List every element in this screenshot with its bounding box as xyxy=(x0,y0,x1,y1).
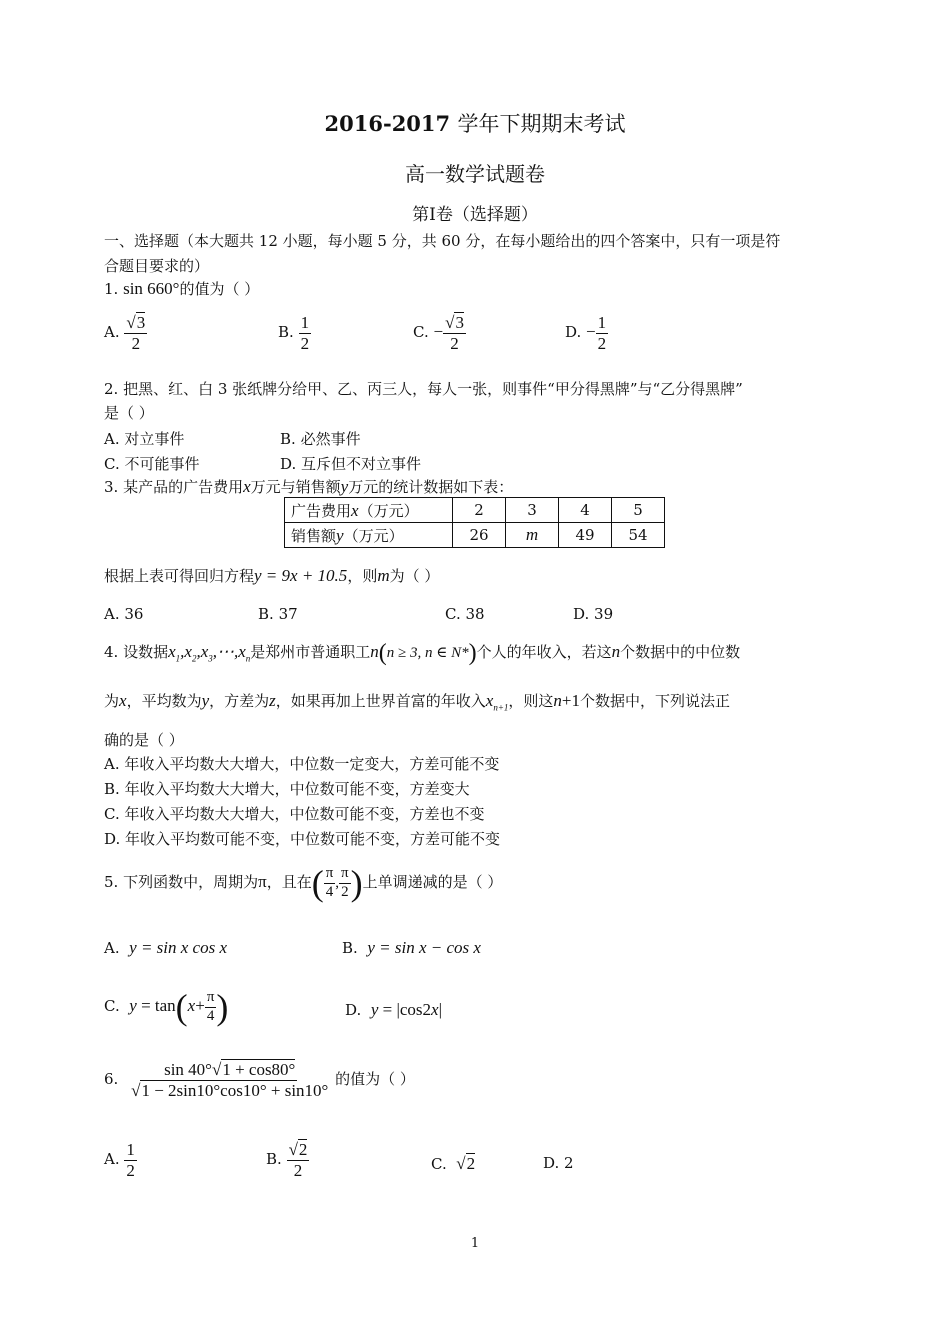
q5-option-b: B. y = sin x − cos x xyxy=(342,938,481,957)
q6-option-c: C. √2 xyxy=(431,1154,476,1173)
question-2-line1: 2. 把黑、红、白 3 张纸牌分给甲、乙、丙三人，每人一张，则事件“甲分得黑牌”与“乙分得黑牌” xyxy=(104,380,743,398)
table-cell: 4 xyxy=(559,498,612,523)
question-2-line2: 是（ ） xyxy=(104,404,154,422)
q4-option-c: C. 年收入平均数大大增大，中位数可能不变，方差也不变 xyxy=(104,805,485,823)
table-cell: m xyxy=(506,523,559,548)
table-cell: 5 xyxy=(612,498,665,523)
question-4-line3: 确的是（ ） xyxy=(104,731,184,749)
table-cell: 2 xyxy=(453,498,506,523)
table-row xyxy=(285,498,665,523)
q6-option-a: A. $\frac{1}{2}$ xyxy=(104,1140,135,1180)
question-1-stem: 1. sin 660°的值为（ ） xyxy=(104,279,260,298)
page-number: 1 xyxy=(470,1236,480,1251)
q3-option-b: B. 37 xyxy=(258,605,298,623)
question-3-followup: 根据上表可得回归方程y = 9x + 10.5，则m为（ ） xyxy=(104,566,440,585)
table-cell: 3 xyxy=(506,498,559,523)
table-header-cell: 销售额y（万元） xyxy=(285,523,453,548)
q6-option-d: D. 2 xyxy=(543,1154,574,1172)
section-instructions-line2: 合题目要求的） xyxy=(104,257,210,275)
question-6-stem: 6. $\frac{\sin 40^\circ√1 + \cos 80^\circ}{√1 - 2\sin 10^\circ\cos 10^\circ + \sin 10^\circ}$ 的值为（ ） xyxy=(104,1060,415,1100)
q1-option-b: B. $\frac{1}{2}$ xyxy=(278,313,310,353)
q3-option-a: A. 36 xyxy=(104,605,144,623)
q1-option-a: A. $\frac{√3}{2}$ xyxy=(104,313,146,353)
q6-option-b: B. $\frac{√2}{2}$ xyxy=(266,1140,308,1180)
q3-option-c: C. 38 xyxy=(445,605,485,623)
question-4-line2: 为x，平均数为y，方差为z，如果再加上世界首富的年收入$x_{n+1}$，则这n+1个数据中，下列说法正 xyxy=(104,691,731,713)
table-row xyxy=(285,523,665,548)
question-3-stem: 3. 某产品的广告费用x万元与销售额y万元的统计数据如下表： xyxy=(104,477,514,496)
section-instructions-line1: 一、选择题（本大题共 12 小题，每小题 5 分，共 60 分，在每小题给出的四个答案中，只有一项是符 xyxy=(104,232,781,250)
q1-option-d: D. − $\frac{1}{2}$ xyxy=(565,313,607,353)
table-cell: 26 xyxy=(453,523,506,548)
q2-option-a: A. 对立事件 xyxy=(104,430,185,448)
exam-title: 2016-2017 学年下期期末考试 xyxy=(324,111,626,136)
q4-option-b: B. 年收入平均数大大增大，中位数可能不变，方差变大 xyxy=(104,780,470,798)
q5-option-d: D. y = |cos2x| xyxy=(345,1000,442,1019)
question-4-line1: 4. 设数据$x_1,x_2,x_3,\cdots,x_n$是郑州市普通职工n(n ≥ 3, n ∈ N*)个人的年收入，若这n个数据中的中位数 xyxy=(104,640,741,666)
q4-option-a: A. 年收入平均数大大增大，中位数一定变大，方差可能不变 xyxy=(104,755,500,773)
q3-data-table xyxy=(284,497,665,548)
table-header-cell: 广告费用x（万元） xyxy=(285,498,453,523)
q4-option-d: D. 年收入平均数可能不变，中位数可能不变，方差可能不变 xyxy=(104,830,501,848)
regression-equation: y = 9x + 10.5 xyxy=(254,566,348,585)
table-cell: 54 xyxy=(612,523,665,548)
q5-option-a: A. y = sin x cos x xyxy=(104,938,228,957)
q5-option-c: C. y = tan(x+ $\frac{\pi}{4}$ ) xyxy=(104,987,229,1027)
q2-option-d: D. 互斥但不对立事件 xyxy=(280,455,422,473)
q3-option-d: D. 39 xyxy=(573,605,614,623)
table-cell: 49 xyxy=(559,523,612,548)
q2-option-c: C. 不可能事件 xyxy=(104,455,200,473)
q1-expression: sin 660° xyxy=(123,279,180,298)
q1-option-c: C. − $\frac{√3}{2}$ xyxy=(413,313,464,353)
exam-subtitle: 高一数学试题卷 xyxy=(405,162,545,186)
q2-option-b: B. 必然事件 xyxy=(280,430,361,448)
part-heading: 第Ⅰ卷（选择题） xyxy=(412,205,538,225)
question-5-stem: 5. 下列函数中，周期为π，且在( $\frac{\pi}{4}$ , $\frac{\pi}{2}$ )上单调递减的是（ ） xyxy=(104,863,503,903)
